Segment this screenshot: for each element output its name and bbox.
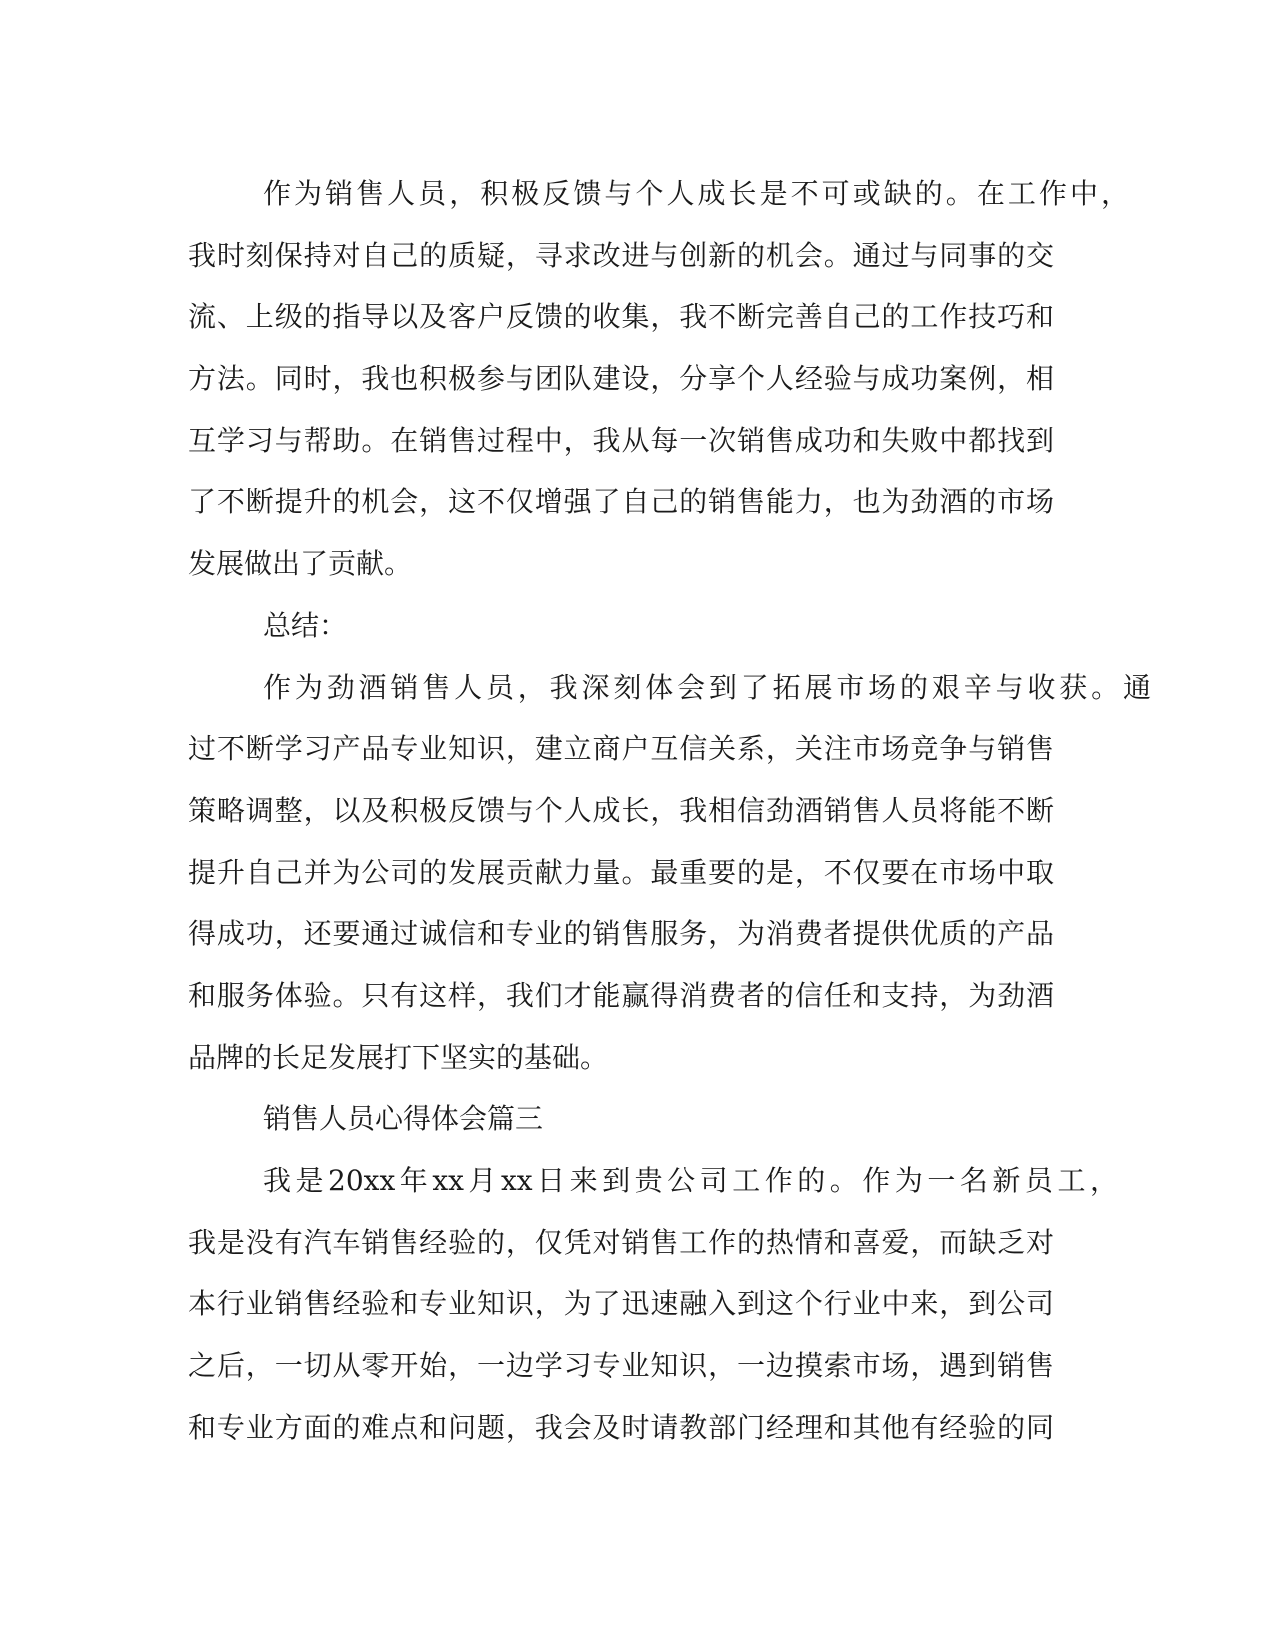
paragraph-line: 我时刻保持对自己的质疑，寻求改进与创新的机会。通过与同事的交 — [188, 238, 1054, 272]
paragraph-line: 本行业销售经验和专业知识，为了迅速融入到这个行业中来，到公司 — [188, 1287, 1054, 1321]
document-body — [188, 163, 1151, 1458]
paragraph-line: 流、上级的指导以及客户反馈的收集，我不断完善自己的工作技巧和 — [188, 300, 1054, 334]
paragraph-line: 和专业方面的难点和问题，我会及时请教部门经理和其他有经验的同 — [188, 1410, 1054, 1444]
paragraph-line: 方法。同时，我也积极参与团队建设，分享个人经验与成功案例，相 — [188, 362, 1054, 396]
paragraph-line: 我是没有汽车销售经验的，仅凭对销售工作的热情和喜爱，而缺乏对 — [188, 1225, 1054, 1259]
paragraph-line: 了不断提升的机会，这不仅增强了自己的销售能力，也为劲酒的市场 — [188, 485, 1054, 519]
paragraph-line: 我是20xx年xx月xx日来到贵公司工作的。作为一名新员工， — [263, 1164, 1118, 1197]
paragraph-line: 提升自己并为公司的发展贡献力量。最重要的是，不仅要在市场中取 — [188, 855, 1054, 889]
section-label: 总结： — [263, 608, 348, 642]
paragraph-line: 和服务体验。只有这样，我们才能赢得消费者的信任和支持，为劲酒 — [188, 978, 1054, 1012]
paragraph-line: 得成功，还要通过诚信和专业的销售服务，为消费者提供优质的产品 — [188, 917, 1054, 951]
paragraph-line: 作为劲酒销售人员，我深刻体会到了拓展市场的艰辛与收获。通 — [263, 670, 1151, 704]
paragraph-line: 发展做出了贡献。 — [188, 547, 413, 581]
section-heading: 销售人员心得体会篇三 — [263, 1102, 544, 1136]
paragraph-line: 品牌的长足发展打下坚实的基础。 — [188, 1040, 609, 1074]
paragraph-line: 过不断学习产品专业知识，建立商户互信关系，关注市场竞争与销售 — [188, 732, 1054, 766]
paragraph-line: 作为销售人员，积极反馈与个人成长是不可或缺的。在工作中， — [263, 177, 1129, 210]
paragraph-line: 之后，一切从零开始，一边学习专业知识，一边摸索市场，遇到销售 — [188, 1349, 1054, 1383]
paragraph-line: 策略调整，以及积极反馈与个人成长，我相信劲酒销售人员将能不断 — [188, 793, 1054, 827]
paragraph-line: 互学习与帮助。在销售过程中，我从每一次销售成功和失败中都找到 — [188, 423, 1054, 457]
